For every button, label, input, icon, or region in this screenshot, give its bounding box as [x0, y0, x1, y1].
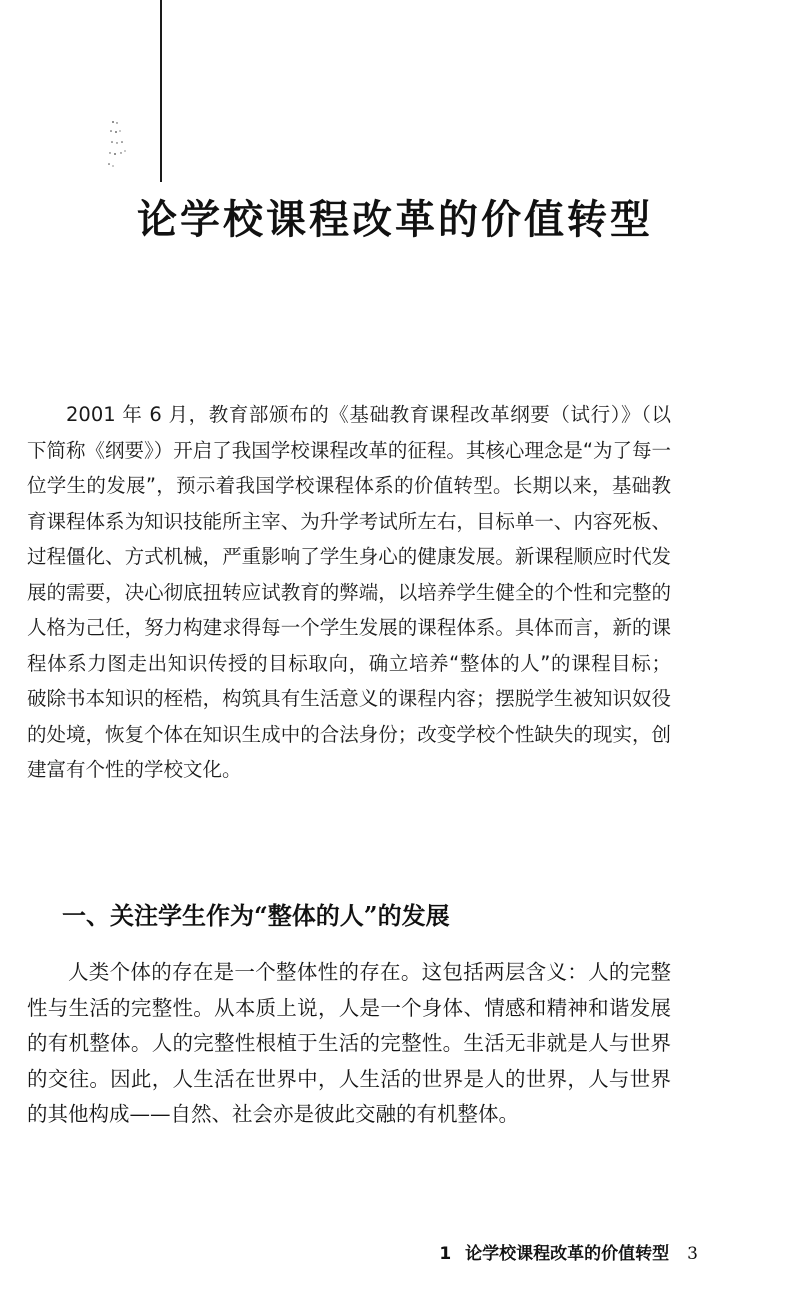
section-body-paragraph: 人类个体的存在是一个整体性的存在。这包括两层含义：人的完整性与生活的完整性。从本质上说，人是一个身体、情感和精神和谐发展的有机整体。人的完整性根植于生活的完整性。生活无非就是人与世界的交往。因此，人生活在世界中，人生活的世界是人的世界，人与世界的其他构成——自然、社会亦是彼此交融的有机整体。: [27, 960, 671, 1126]
page-number: 3: [687, 1244, 698, 1264]
page-title: 论学校课程改革的价值转型: [137, 196, 653, 243]
running-footer: [439, 1241, 698, 1267]
margin-rule-line: [160, 0, 162, 182]
scan-speckle-marks: [104, 118, 128, 170]
section-heading: 一、关注学生作为“整体的人”的发展: [62, 901, 450, 930]
abstract-paragraph: 2001 年 6 月，教育部颁布的《基础教育课程改革纲要（试行）》（以下简称《纲要》）开启了我国学校课程改革的征程。其核心理念是“为了每一位学生的发展”，预示着我国学校课程体系的价值转型。长期以来，基础教育课程体系为知识技能所主宰、为升学考试所左右，目标单一、内容死板、过程僵化、方式机械，严重影响了学生身心的健康发展。新课程顺应时代发展的需要，决心彻底扭转应试教育的弊端，以培养学生健全的个性和完整的人格为己任，努力构建求得每一个学生发展的课程体系。具体而言，新的课程体系力图走出知识传授的目标取向，确立培养“整体的人”的课程目标；破除书本知识的桎梏，构筑具有生活意义的课程内容；摆脱学生被知识奴役的处境，恢复个体在知识生成中的合法身份；改变学校个性缺失的现实，创建富有个性的学校文化。: [27, 403, 671, 781]
footer-chapter-title: 论学校课程改革的价值转型: [465, 1244, 670, 1264]
footer-chapter-number: 1: [439, 1244, 452, 1264]
